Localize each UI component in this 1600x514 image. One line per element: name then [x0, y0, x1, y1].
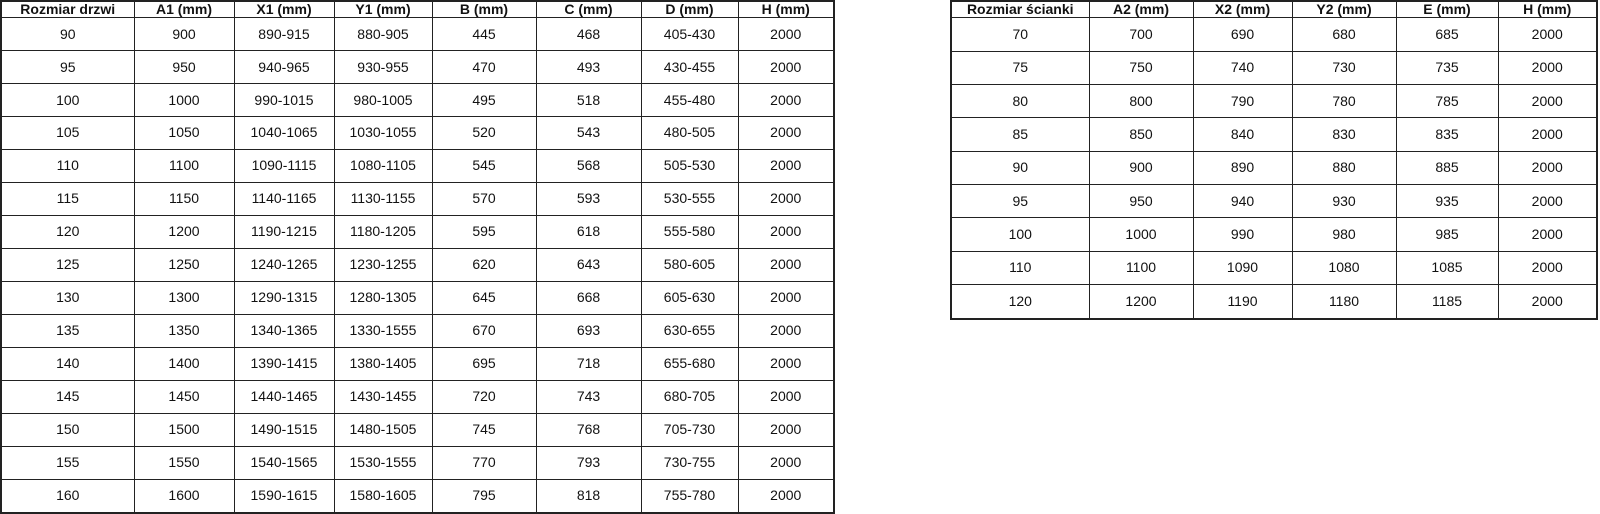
table-cell: 1040-1065 — [234, 117, 334, 150]
table-cell: 2000 — [1498, 51, 1597, 84]
table-cell: 630-655 — [641, 314, 738, 347]
table-cell: 520 — [432, 117, 536, 150]
table-cell: 940-965 — [234, 51, 334, 84]
table-cell: 468 — [536, 18, 641, 51]
table-cell: 793 — [536, 446, 641, 479]
column-header: H (mm) — [738, 1, 834, 18]
table-cell: 2000 — [738, 216, 834, 249]
column-header: E (mm) — [1396, 1, 1498, 18]
table-cell: 620 — [432, 248, 536, 281]
table-cell: 100 — [951, 218, 1089, 251]
table-cell: 470 — [432, 51, 536, 84]
table-cell: 493 — [536, 51, 641, 84]
column-header: Y1 (mm) — [334, 1, 432, 18]
table-cell: 455-480 — [641, 84, 738, 117]
column-header: A1 (mm) — [134, 1, 234, 18]
table-cell: 595 — [432, 216, 536, 249]
column-header: D (mm) — [641, 1, 738, 18]
table-cell: 790 — [1193, 85, 1292, 118]
table-cell: 140 — [1, 347, 134, 380]
table-cell: 935 — [1396, 185, 1498, 218]
table-cell: 75 — [951, 51, 1089, 84]
table-cell: 90 — [951, 151, 1089, 184]
table-cell: 1580-1605 — [334, 479, 432, 513]
wall-dimensions-table — [950, 0, 1598, 320]
table-cell: 2000 — [738, 446, 834, 479]
header-row — [951, 1, 1597, 18]
table-cell: 580-605 — [641, 248, 738, 281]
table-row — [951, 251, 1597, 284]
table-cell: 1180 — [1292, 285, 1396, 319]
table-row — [951, 85, 1597, 118]
table-row — [1, 216, 834, 249]
table-row — [951, 151, 1597, 184]
table-cell: 120 — [1, 216, 134, 249]
table-cell: 745 — [432, 413, 536, 446]
table-cell: 890-915 — [234, 18, 334, 51]
table-cell: 1000 — [1089, 218, 1193, 251]
table-row — [1, 479, 834, 513]
table-cell: 2000 — [738, 347, 834, 380]
table-cell: 2000 — [738, 51, 834, 84]
table-cell: 1080-1105 — [334, 150, 432, 183]
table-cell: 1090-1115 — [234, 150, 334, 183]
table-cell: 1440-1465 — [234, 380, 334, 413]
table-row — [1, 380, 834, 413]
table-cell: 2000 — [738, 248, 834, 281]
table-cell: 1000 — [134, 84, 234, 117]
table-cell: 685 — [1396, 18, 1498, 51]
column-header: C (mm) — [536, 1, 641, 18]
table-cell: 990-1015 — [234, 84, 334, 117]
table-cell: 1590-1615 — [234, 479, 334, 513]
table-cell: 1190 — [1193, 285, 1292, 319]
table-cell: 950 — [1089, 185, 1193, 218]
table-cell: 730 — [1292, 51, 1396, 84]
table-cell: 818 — [536, 479, 641, 513]
table-cell: 985 — [1396, 218, 1498, 251]
table-row — [1, 347, 834, 380]
table-cell: 1185 — [1396, 285, 1498, 319]
table-cell: 2000 — [738, 479, 834, 513]
table-cell: 2000 — [1498, 251, 1597, 284]
table-cell: 885 — [1396, 151, 1498, 184]
table-row — [1, 51, 834, 84]
table-cell: 1350 — [134, 314, 234, 347]
table-cell: 900 — [1089, 151, 1193, 184]
table-cell: 880-905 — [334, 18, 432, 51]
table-cell: 1130-1155 — [334, 183, 432, 216]
table-cell: 1490-1515 — [234, 413, 334, 446]
table-row — [1, 183, 834, 216]
table-cell: 2000 — [1498, 118, 1597, 151]
table-cell: 800 — [1089, 85, 1193, 118]
table-cell: 830 — [1292, 118, 1396, 151]
table-cell: 593 — [536, 183, 641, 216]
table-cell: 2000 — [738, 117, 834, 150]
table-cell: 2000 — [1498, 151, 1597, 184]
table-cell: 570 — [432, 183, 536, 216]
table-cell: 1400 — [134, 347, 234, 380]
table-cell: 568 — [536, 150, 641, 183]
table-cell: 780 — [1292, 85, 1396, 118]
table-row — [951, 218, 1597, 251]
header-row — [1, 1, 834, 18]
table-cell: 505-530 — [641, 150, 738, 183]
column-header: Rozmiar drzwi — [1, 1, 134, 18]
table-cell: 80 — [951, 85, 1089, 118]
table-cell: 990 — [1193, 218, 1292, 251]
table-row — [1, 117, 834, 150]
table-cell: 1200 — [134, 216, 234, 249]
table-cell: 743 — [536, 380, 641, 413]
table-cell: 2000 — [1498, 185, 1597, 218]
table-cell: 1330-1555 — [334, 314, 432, 347]
table-cell: 445 — [432, 18, 536, 51]
table-cell: 680 — [1292, 18, 1396, 51]
table-cell: 2000 — [1498, 218, 1597, 251]
table-cell: 1250 — [134, 248, 234, 281]
table-cell: 145 — [1, 380, 134, 413]
table-cell: 2000 — [1498, 18, 1597, 51]
table-cell: 618 — [536, 216, 641, 249]
table-cell: 750 — [1089, 51, 1193, 84]
table-cell: 1380-1405 — [334, 347, 432, 380]
table-cell: 645 — [432, 281, 536, 314]
table-cell: 70 — [951, 18, 1089, 51]
table-cell: 480-505 — [641, 117, 738, 150]
table-cell: 1340-1365 — [234, 314, 334, 347]
column-header: Rozmiar ścianki — [951, 1, 1089, 18]
table-cell: 643 — [536, 248, 641, 281]
table-cell: 840 — [1193, 118, 1292, 151]
table-cell: 1290-1315 — [234, 281, 334, 314]
table-cell: 1550 — [134, 446, 234, 479]
table-cell: 770 — [432, 446, 536, 479]
table-cell: 2000 — [738, 281, 834, 314]
table-cell: 930-955 — [334, 51, 432, 84]
table-cell: 2000 — [1498, 285, 1597, 319]
table-cell: 160 — [1, 479, 134, 513]
table-cell: 1540-1565 — [234, 446, 334, 479]
table-cell: 110 — [951, 251, 1089, 284]
table-cell: 1530-1555 — [334, 446, 432, 479]
table-row — [1, 446, 834, 479]
table-cell: 1100 — [134, 150, 234, 183]
table-cell: 850 — [1089, 118, 1193, 151]
table-cell: 930 — [1292, 185, 1396, 218]
column-header: B (mm) — [432, 1, 536, 18]
table-cell: 1240-1265 — [234, 248, 334, 281]
column-header: X1 (mm) — [234, 1, 334, 18]
table-cell: 1390-1415 — [234, 347, 334, 380]
table-row — [1, 281, 834, 314]
table-row — [1, 314, 834, 347]
table-cell: 518 — [536, 84, 641, 117]
table-cell: 755-780 — [641, 479, 738, 513]
table-cell: 95 — [951, 185, 1089, 218]
table-cell: 1480-1505 — [334, 413, 432, 446]
table-cell: 2000 — [738, 84, 834, 117]
table-cell: 150 — [1, 413, 134, 446]
table-row — [1, 84, 834, 117]
table-cell: 100 — [1, 84, 134, 117]
table-cell: 155 — [1, 446, 134, 479]
table-cell: 2000 — [738, 150, 834, 183]
table-cell: 720 — [432, 380, 536, 413]
table-cell: 1180-1205 — [334, 216, 432, 249]
table-row — [1, 413, 834, 446]
table-cell: 555-580 — [641, 216, 738, 249]
table-cell: 1200 — [1089, 285, 1193, 319]
table-cell: 1450 — [134, 380, 234, 413]
table-cell: 120 — [951, 285, 1089, 319]
table-cell: 125 — [1, 248, 134, 281]
table-cell: 980-1005 — [334, 84, 432, 117]
table-cell: 740 — [1193, 51, 1292, 84]
table-cell: 655-680 — [641, 347, 738, 380]
table-cell: 1600 — [134, 479, 234, 513]
table-cell: 785 — [1396, 85, 1498, 118]
table-cell: 2000 — [738, 183, 834, 216]
table-cell: 880 — [1292, 151, 1396, 184]
column-header: H (mm) — [1498, 1, 1597, 18]
table-cell: 2000 — [738, 314, 834, 347]
table-cell: 940 — [1193, 185, 1292, 218]
table-cell: 695 — [432, 347, 536, 380]
table-cell: 1500 — [134, 413, 234, 446]
table-cell: 1280-1305 — [334, 281, 432, 314]
table-cell: 85 — [951, 118, 1089, 151]
table-cell: 1090 — [1193, 251, 1292, 284]
table-row — [951, 185, 1597, 218]
table-cell: 530-555 — [641, 183, 738, 216]
table-cell: 115 — [1, 183, 134, 216]
table-cell: 405-430 — [641, 18, 738, 51]
table-cell: 700 — [1089, 18, 1193, 51]
table-cell: 900 — [134, 18, 234, 51]
table-cell: 543 — [536, 117, 641, 150]
table-cell: 1080 — [1292, 251, 1396, 284]
table-cell: 605-630 — [641, 281, 738, 314]
table-cell: 105 — [1, 117, 134, 150]
table-cell: 1100 — [1089, 251, 1193, 284]
table-cell: 1085 — [1396, 251, 1498, 284]
table-cell: 1230-1255 — [334, 248, 432, 281]
table-cell: 693 — [536, 314, 641, 347]
table-cell: 1140-1165 — [234, 183, 334, 216]
table-row — [1, 248, 834, 281]
table-cell: 1150 — [134, 183, 234, 216]
table-cell: 730-755 — [641, 446, 738, 479]
table-cell: 835 — [1396, 118, 1498, 151]
table-cell: 1300 — [134, 281, 234, 314]
table-cell: 495 — [432, 84, 536, 117]
table-cell: 670 — [432, 314, 536, 347]
table-row — [1, 150, 834, 183]
table-cell: 795 — [432, 479, 536, 513]
table-row — [951, 118, 1597, 151]
table-cell: 980 — [1292, 218, 1396, 251]
table-cell: 2000 — [1498, 85, 1597, 118]
column-header: A2 (mm) — [1089, 1, 1193, 18]
table-cell: 718 — [536, 347, 641, 380]
table-cell: 1050 — [134, 117, 234, 150]
table-cell: 545 — [432, 150, 536, 183]
table-cell: 110 — [1, 150, 134, 183]
table-cell: 95 — [1, 51, 134, 84]
table-cell: 2000 — [738, 413, 834, 446]
table-cell: 705-730 — [641, 413, 738, 446]
table-cell: 735 — [1396, 51, 1498, 84]
table-cell: 430-455 — [641, 51, 738, 84]
table-row — [951, 285, 1597, 319]
table-cell: 130 — [1, 281, 134, 314]
table-cell: 690 — [1193, 18, 1292, 51]
table-cell: 890 — [1193, 151, 1292, 184]
table-cell: 668 — [536, 281, 641, 314]
table-row — [1, 18, 834, 51]
table-cell: 768 — [536, 413, 641, 446]
table-cell: 950 — [134, 51, 234, 84]
table-cell: 1430-1455 — [334, 380, 432, 413]
column-header: Y2 (mm) — [1292, 1, 1396, 18]
table-row — [951, 51, 1597, 84]
table-cell: 1030-1055 — [334, 117, 432, 150]
column-header: X2 (mm) — [1193, 1, 1292, 18]
table-cell: 1190-1215 — [234, 216, 334, 249]
table-row — [951, 18, 1597, 51]
table-cell: 2000 — [738, 18, 834, 51]
table-cell: 135 — [1, 314, 134, 347]
table-cell: 90 — [1, 18, 134, 51]
table-cell: 2000 — [738, 380, 834, 413]
table-cell: 680-705 — [641, 380, 738, 413]
